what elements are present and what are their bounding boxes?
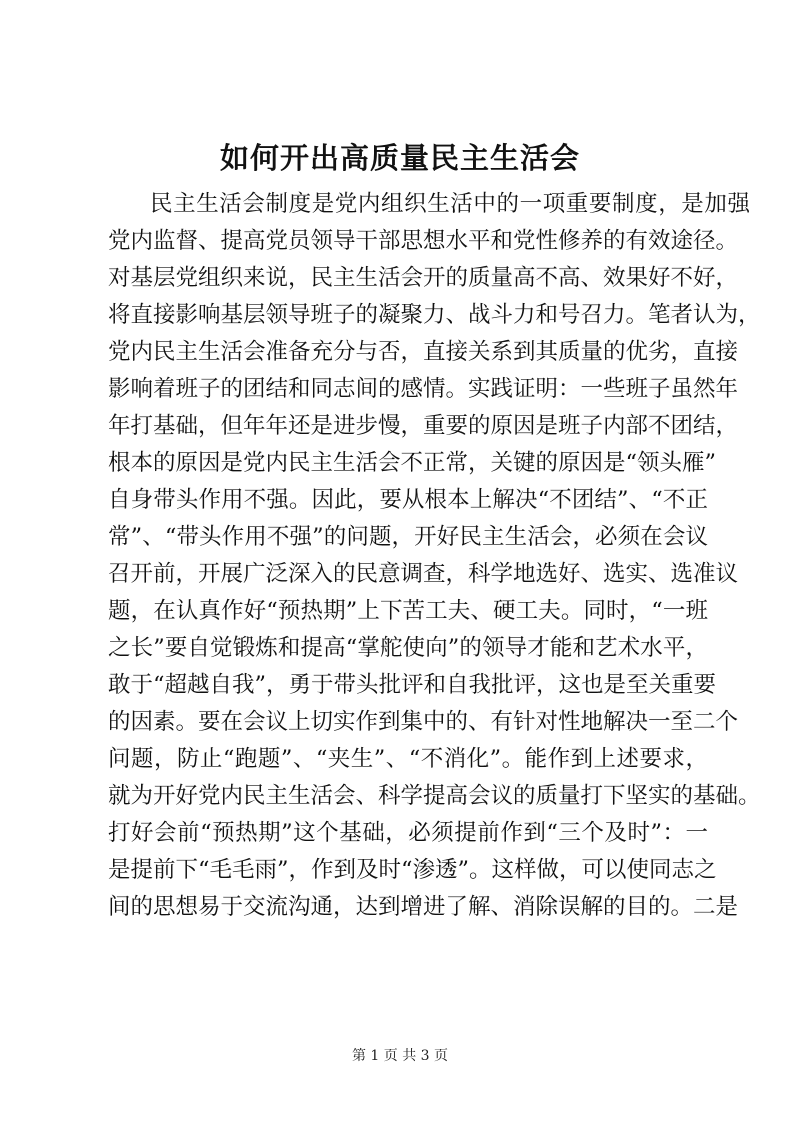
body-line-19: 是提前下“毛毛雨”，作到及时“渗透”。这样做，可以使同志之 [108, 857, 717, 883]
body-line-1: 民主生活会制度是党内组织生活中的一项重要制度，是加强 [150, 191, 751, 217]
body-line-7: 年打基础，但年年还是进步慢，重要的原因是班子内部不团结， [108, 413, 739, 439]
body-line-2: 党内监督、提高党员领导干部思想水平和党性修养的有效途径。 [108, 228, 739, 254]
body-line-4: 将直接影响基层领导班子的凝聚力、战斗力和号召力。笔者认为， [108, 302, 761, 328]
body-line-8: 根本的原因是党内民主生活会不正常，关键的原因是“领头雁” [108, 450, 717, 476]
body-line-18: 打好会前“预热期”这个基础，必须提前作到“三个及时”：一 [108, 820, 708, 846]
body-line-10: 常”、“带头作用不强”的问题，开好民主生活会，必须在会议 [108, 524, 708, 550]
document-body [108, 186, 761, 926]
body-line-20: 间的思想易于交流沟通，达到增进了解、消除误解的目的。二是 [108, 894, 739, 920]
body-line-16: 问题，防止“跑题”、“夹生”、“不消化”。能作到上述要求， [108, 746, 708, 772]
page-number-footer: 第 1 页 共 3 页 [351, 1048, 449, 1064]
body-line-9: 自身带头作用不强。因此，要从根本上解决“不团结”、“不正 [108, 487, 708, 513]
body-line-15: 的因素。要在会议上切实作到集中的、有针对性地解决一至二个 [108, 709, 739, 735]
body-line-12: 题，在认真作好“预热期”上下苦工夫、硬工夫。同时，“一班 [108, 598, 708, 624]
document-title: 如何开出高质量民主生活会 [219, 141, 580, 175]
body-line-13: 之长”要自觉锻炼和提高“掌舵使向”的领导才能和艺术水平， [108, 635, 708, 661]
body-line-6: 影响着班子的团结和同志间的感情。实践证明：一些班子虽然年 [108, 376, 739, 402]
body-line-14: 敢于“超越自我”，勇于带头批评和自我批评，这也是至关重要 [108, 672, 717, 698]
body-line-11: 召开前，开展广泛深入的民意调查，科学地选好、选实、选准议 [108, 561, 739, 587]
body-line-17: 就为开好党内民主生活会、科学提高会议的质量打下坚实的基础。 [108, 783, 761, 809]
body-line-5: 党内民主生活会准备充分与否，直接关系到其质量的优劣，直接 [108, 339, 739, 365]
body-line-3: 对基层党组织来说，民主生活会开的质量高不高、效果好不好， [108, 265, 739, 291]
